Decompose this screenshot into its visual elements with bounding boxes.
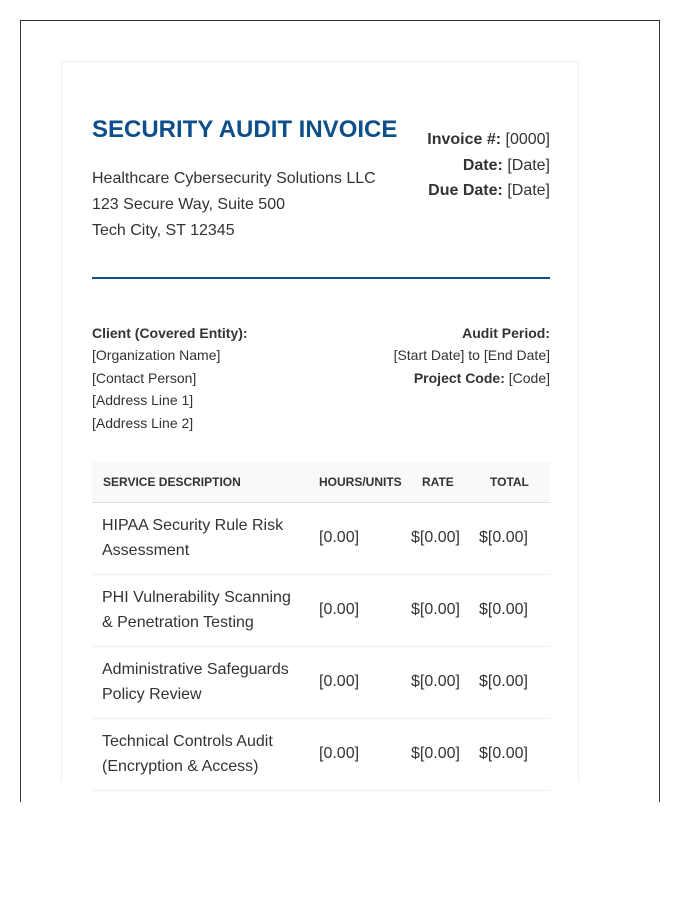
client-address-line-2: [Address Line 2] [92, 414, 194, 431]
audit-period-start: [Start Date] [393, 347, 465, 364]
project-code-value: [Code] [508, 369, 550, 386]
invoice-number-label: Invoice #: [427, 131, 502, 148]
rate-cell: $[0.00] [411, 502, 479, 574]
project-code-row [394, 367, 550, 389]
company-address-line-1: 123 Secure Way, Suite 500 [92, 196, 285, 213]
table-row [92, 502, 550, 574]
hours-cell: [0.00] [308, 574, 411, 646]
services-table [92, 462, 550, 791]
rate-cell: $[0.00] [411, 718, 479, 790]
invoice-date-label: Date: [462, 156, 503, 174]
header-divider [92, 277, 550, 279]
hours-units-header: HOURS/UNITS [308, 462, 411, 502]
invoice-number-value: [0000] [505, 131, 550, 148]
hours-cell: [0.00] [308, 502, 411, 574]
invoice-title: SECURITY AUDIT INVOICE [92, 116, 398, 143]
hours-cell: [0.00] [308, 646, 411, 718]
services-table-header [92, 462, 550, 502]
due-date-label: Due Date: [428, 182, 503, 199]
client-address-line-1: [Address Line 1] [92, 392, 194, 409]
total-cell: $[0.00] [479, 574, 550, 646]
client-contact-person: [Contact Person] [92, 369, 197, 386]
invoice-date-value: [Date] [507, 156, 550, 174]
due-date-value: [Date] [507, 182, 550, 199]
table-row [92, 718, 550, 790]
service-description-cell: PHI Vulnerability Scanning & Penetration Testing [92, 574, 308, 646]
invoice-date-row [427, 153, 550, 179]
service-description-cell: Administrative Safeguards Policy Review [92, 646, 308, 718]
invoice-number-row [427, 127, 550, 153]
service-description-cell: Technical Controls Audit (Encryption & Access) [92, 718, 308, 790]
invoice-meta [427, 127, 550, 204]
total-header: TOTAL [479, 462, 550, 502]
invoice-details [92, 322, 550, 462]
total-cell: $[0.00] [479, 718, 550, 790]
service-description-header: SERVICE DESCRIPTION [92, 462, 308, 502]
client-details [92, 322, 248, 434]
table-row [92, 574, 550, 646]
audit-details [394, 322, 550, 389]
audit-period-value [394, 344, 550, 366]
audit-period-to: to [468, 347, 480, 364]
invoice-header [92, 100, 550, 280]
company-address-line-2: Tech City, ST 12345 [92, 222, 235, 239]
client-label: Client (Covered Entity): [92, 325, 248, 341]
company-name: Healthcare Cybersecurity Solutions LLC [92, 170, 376, 187]
due-date-row [427, 178, 550, 204]
rate-header: RATE [411, 462, 479, 502]
hours-cell: [0.00] [308, 718, 411, 790]
table-header-row [92, 462, 550, 502]
invoice-content [92, 100, 550, 462]
service-description-cell: HIPAA Security Rule Risk Assessment [92, 502, 308, 574]
audit-period-label: Audit Period: [462, 325, 550, 341]
rate-cell: $[0.00] [411, 646, 479, 718]
rate-cell: $[0.00] [411, 574, 479, 646]
project-code-label: Project Code: [413, 369, 505, 386]
total-cell: $[0.00] [479, 502, 550, 574]
table-row [92, 646, 550, 718]
company-info [92, 166, 376, 244]
client-organization-name: [Organization Name] [92, 347, 221, 364]
total-cell: $[0.00] [479, 646, 550, 718]
services-table-body [92, 502, 550, 790]
audit-period-end: [End Date] [483, 347, 550, 364]
